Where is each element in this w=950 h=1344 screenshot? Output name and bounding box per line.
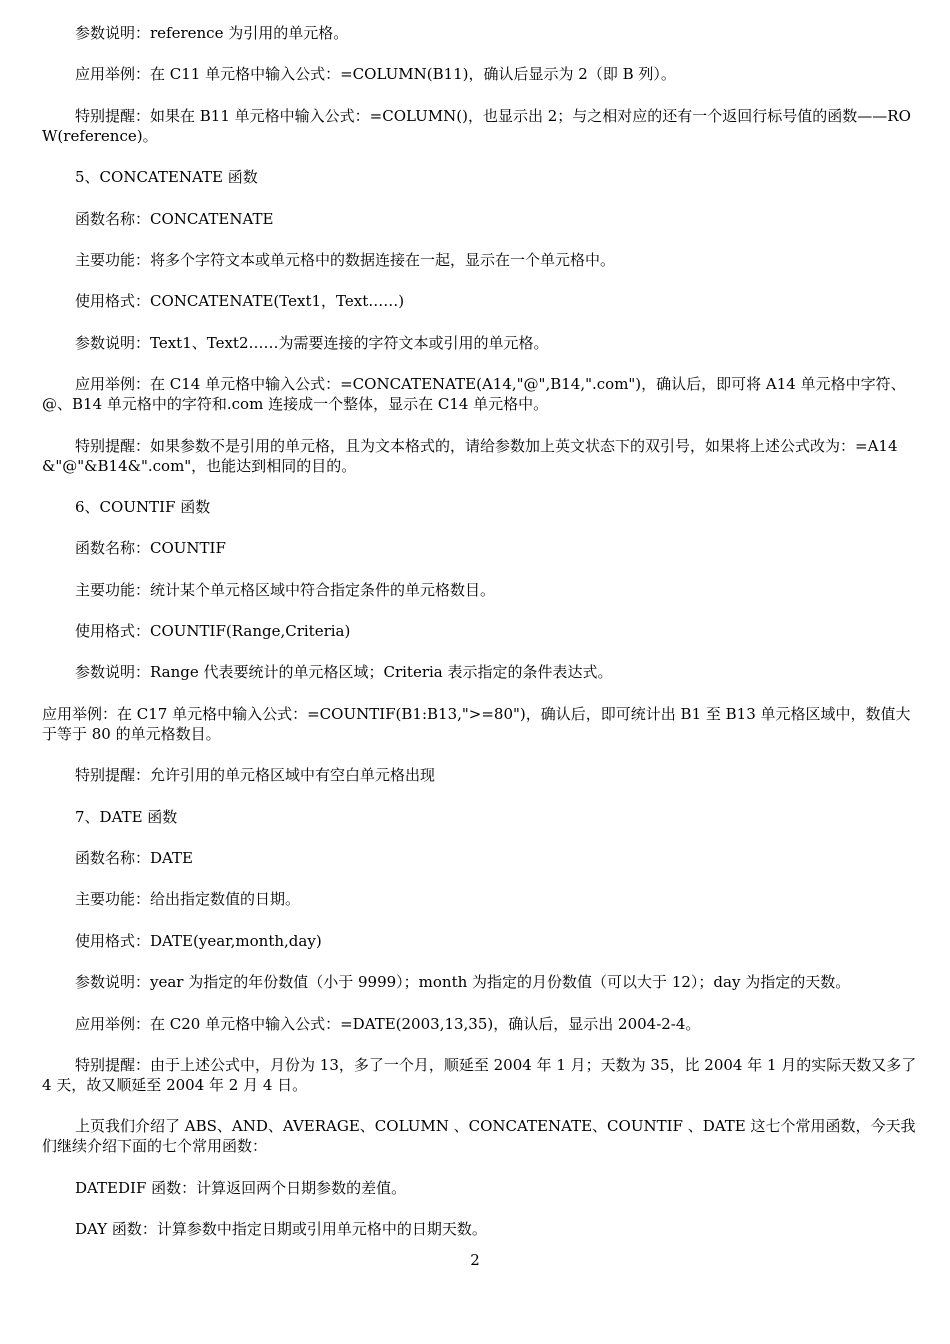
paragraph-main-function-concatenate: 主要功能：将多个字符文本或单元格中的数据连接在一起，显示在一个单元格中。: [75, 250, 616, 269]
paragraph-day-intro: DAY 函数：计算参数中指定日期或引用单元格中的日期天数。: [75, 1220, 487, 1239]
paragraph-summary-intro: 上页我们介绍了 ABS、AND、AVERAGE、COLUMN 、CONCATENATE、COUNTIF 、DATE 这七个常用函数，今天我们继续介绍下面的七个常用函数：: [42, 1117, 916, 1156]
paragraph-usage-concatenate: 使用格式：CONCATENATE(Text1，Text……): [75, 292, 405, 311]
paragraph-datedif-intro: DATEDIF 函数：计算返回两个日期参数的差值。: [75, 1178, 407, 1197]
paragraph-function-name-countif: 函数名称：COUNTIF: [75, 539, 226, 558]
paragraph-main-function-countif: 主要功能：统计某个单元格区域中符合指定条件的单元格数目。: [75, 580, 496, 599]
paragraph-example-date: 应用举例：在 C20 单元格中输入公式：=DATE(2003,13,35)，确认后，显示出 2004-2-4。: [75, 1014, 701, 1033]
paragraph-usage-date: 使用格式：DATE(year,month,day): [75, 931, 322, 950]
paragraph-main-function-date: 主要功能：给出指定数值的日期。: [75, 890, 301, 909]
document-body: [42, 23, 924, 1261]
paragraph-param-desc-concatenate: 参数说明：Text1、Text2……为需要连接的字符文本或引用的单元格。: [75, 333, 549, 352]
paragraph-function-name-concatenate: 函数名称：CONCATENATE: [75, 209, 274, 228]
paragraph-note-date: 特别提醒：由于上述公式中，月份为 13，多了一个月，顺延至 2004 年 1 月；天数为 35，比 2004 年 1 月的实际天数又多了 4 天，故又顺延至 2004 年 2 月 4 日。: [42, 1055, 917, 1094]
paragraph-note-concatenate: 特别提醒：如果参数不是引用的单元格，且为文本格式的，请给参数加上英文状态下的双引号，如果将上述公式改为：=A14&"@"&B14&".com"，也能达到相同的目的。: [42, 436, 898, 475]
paragraph-param-desc-countif: 参数说明：Range 代表要统计的单元格区域；Criteria 表示指定的条件表达式。: [75, 663, 613, 682]
paragraph-usage-countif: 使用格式：COUNTIF(Range,Criteria): [75, 622, 351, 641]
paragraph-function-name-date: 函数名称：DATE: [75, 849, 193, 868]
section-heading-date: 7、DATE 函数: [75, 807, 178, 826]
paragraph-param-desc-date: 参数说明：year 为指定的年份数值（小于 9999）；month 为指定的月份数值（可以大于 12）；day 为指定的天数。: [75, 973, 851, 992]
paragraph-example-countif: 应用举例：在 C17 单元格中输入公式：=COUNTIF(B1:B13,">=80")，确认后，即可统计出 B1 至 B13 单元格区域中，数值大于等于 80 的单元格数目。: [42, 704, 911, 743]
section-heading-concatenate: 5、CONCATENATE 函数: [75, 168, 258, 187]
paragraph-note-column: 特别提醒：如果在 B11 单元格中输入公式：=COLUMN()，也显示出 2；与之相对应的还有一个返回行标号值的函数——ROW(reference)。: [42, 106, 911, 145]
paragraph-note-countif: 特别提醒：允许引用的单元格区域中有空白单元格出现: [75, 766, 436, 785]
paragraph-example-concatenate: 应用举例：在 C14 单元格中输入公式：=CONCATENATE(A14,"@",B14,".com")，确认后，即可将 A14 单元格中字符、@、B14 单元格中的字符和.com 连接成一个整体，显示在 C14 单元格中。: [42, 375, 906, 414]
page-number: 2: [470, 1251, 480, 1269]
section-heading-countif: 6、COUNTIF 函数: [75, 497, 211, 516]
paragraph-example-column: 应用举例：在 C11 单元格中输入公式：=COLUMN(B11)，确认后显示为 2（即 B 列）。: [75, 65, 676, 84]
paragraph-param-desc-reference: 参数说明：reference 为引用的单元格。: [75, 24, 349, 42]
